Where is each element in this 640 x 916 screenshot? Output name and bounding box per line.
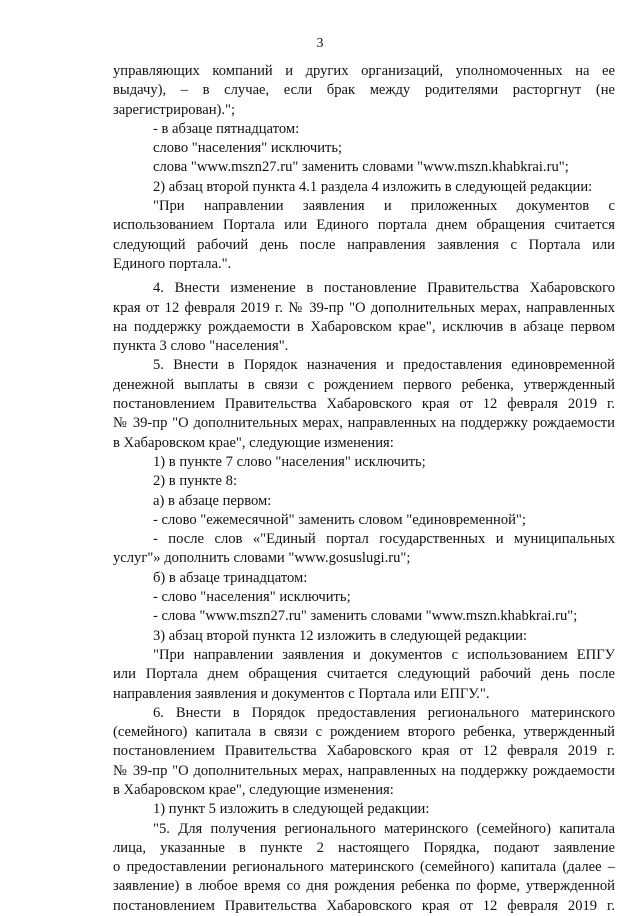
text-line: - слово "населения" исключить; [153,589,351,606]
text-line: использованием Портала или Единого портала днем обращения считается [113,217,615,234]
text-line: - слово "ежемесячной" заменить словом "единовременной"; [153,511,526,528]
text-line: направления заявления и документов с Портала или ЕПГУ.". [113,685,490,702]
text-line: 6. Внести в Порядок предоставления регионального материнского [153,704,615,721]
text-line: или Портала днем обращения считается следующий рабочий день после [113,666,615,683]
text-line: зарегистрирован)."; [113,101,236,118]
page-number: 3 [316,36,324,51]
document-body [113,62,615,916]
text-line: в Хабаровском крае", следующие изменения: [113,781,394,798]
text-line: "При направлении заявления и документов с использованием ЕПГУ [153,646,615,663]
text-line: б) в абзаце тринадцатом: [153,569,308,586]
text-line: 5. Внести в Порядок назначения и предоставления единовременной [153,357,615,374]
text-line: слова "www.mszn27.ru" заменить словами "www.mszn.khabkrai.ru"; [153,159,569,176]
text-line: постановлением Правительства Хабаровского края от 12 февраля 2019 г. [113,743,615,760]
text-line: № 39-пр "О дополнительных мерах, направленных на поддержку рождаемости [113,415,615,432]
text-line: постановлением Правительства Хабаровского края от 12 февраля 2019 г. [113,396,615,413]
text-line: о предоставлении регионального материнского (семейного) капитала (далее – [113,859,615,876]
text-line: 2) в пункте 8: [153,473,238,490]
text-line: лица, указанные в пункте 2 настоящего Порядка, подают заявление [113,839,615,856]
text-line: "При направлении заявления и приложенных документов с [153,198,615,215]
text-line: 1) пункт 5 изложить в следующей редакции: [153,801,430,818]
text-line: услуг"» дополнить словами "www.gosuslugi.ru"; [113,550,411,567]
text-line: Единого портала.". [113,255,232,272]
text-line: денежной выплаты в связи с рождением первого ребенка, утвержденный [113,376,615,393]
text-line: управляющих компаний и других организаций, уполномоченных на ее [113,63,615,79]
text-line: 4. Внести изменение в постановление Правительства Хабаровского [153,280,615,297]
text-line: а) в абзаце первом: [153,492,272,509]
text-line: - слова "www.mszn27.ru" заменить словами "www.mszn.khabkrai.ru"; [153,608,578,625]
text-line: на поддержку рождаемости в Хабаровском крае", исключив в абзаце первом [113,318,615,335]
text-line: пункта 3 слово "населения". [113,338,289,355]
text-line: края от 12 февраля 2019 г. № 39-пр "О дополнительных мерах, направленных [113,299,615,316]
text-line: "5. Для получения регионального материнского (семейного) капитала [153,820,615,837]
text-line: слово "населения" исключить; [153,140,343,157]
text-line: (семейного) капитала в связи с рождением второго ребенка, утвержденный [113,724,615,741]
text-line: выдачу), – в случае, если брак между родителями расторгнут (не [113,82,615,99]
text-line: 1) в пункте 7 слово "населения" исключить; [153,453,426,470]
text-line: - после слов «"Единый портал государственных и муниципальных [153,531,615,548]
text-line: 2) абзац второй пункта 4.1 раздела 4 изложить в следующей редакции: [153,178,593,195]
text-line: следующий рабочий день после направления заявления с Портала или [113,236,615,253]
text-line: постановлением Правительства Хабаровского края от 12 февраля 2019 г. [113,897,615,914]
text-line: № 39-пр "О дополнительных мерах, направленных на поддержку рождаемости [113,762,615,779]
text-line: - в абзаце пятнадцатом: [153,120,300,137]
text-line: 3) абзац второй пункта 12 изложить в следующей редакции: [153,627,528,644]
text-line: в Хабаровском крае", следующие изменения: [113,434,394,451]
text-line: заявление) в любое время со дня рождения ребенка по форме, утвержденной [113,878,615,895]
